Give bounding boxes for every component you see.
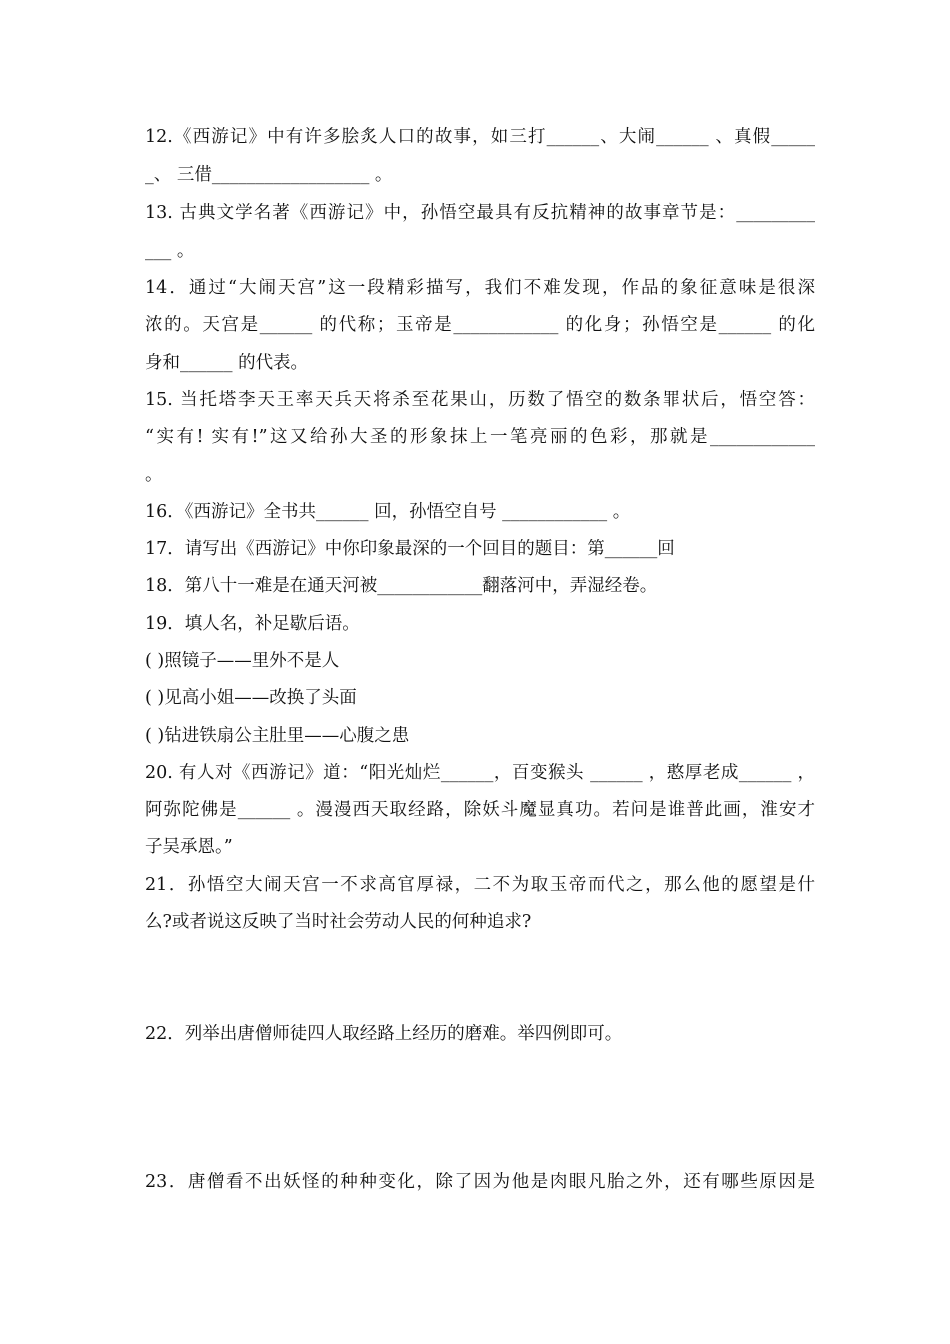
question-19: 19．填人名，补足歇后语。 <box>145 614 360 634</box>
question-12-line-1: 12.《西游记》中有许多脍炙人口的故事，如三打______、大闹______ 、真假_____ <box>145 127 815 147</box>
question-19-item-3: ( )钻进铁扇公主肚里——心腹之患 <box>145 726 410 746</box>
question-19-item-2: ( )见高小姐——改换了头面 <box>145 688 357 708</box>
question-12-line-2: _、 三借__________________ 。 <box>145 165 393 185</box>
question-14-line-3: 身和______ 的代表。 <box>145 353 309 373</box>
question-14-line-2: 浓的。天宫是______ 的代称；玉帝是____________ 的化身；孙悟空是______ 的化 <box>145 315 815 335</box>
question-17: 17．请写出《西游记》中你印象最深的一个回目的题目：第______回 <box>145 539 675 559</box>
question-22: 22．列举出唐僧师徒四人取经路上经历的磨难。举四例即可。 <box>145 1024 623 1044</box>
question-20-line-3: 子吴承恩。” <box>145 837 233 857</box>
question-15-line-3: 。 <box>145 465 163 485</box>
question-20-line-2: 阿弥陀佛是______ 。漫漫西天取经路，除妖斗魔显真功。若问是谁普此画，淮安才 <box>145 800 815 820</box>
question-13-line-2: ___ 。 <box>145 241 195 261</box>
question-13-line-1: 13. 古典文学名著《西游记》中，孙悟空最具有反抗精神的故事章节是：_________ <box>145 203 815 223</box>
question-15-line-1: 15. 当托塔李天王率天兵天将杀至花果山，历数了悟空的数条罪状后，悟空答： <box>145 390 815 410</box>
question-15-line-2: “实有! 实有!”这又给孙大圣的形象抹上一笔亮丽的色彩，那就是____________ <box>145 427 815 447</box>
question-16: 16．《西游记》全书共______ 回，孙悟空自号 ____________ 。 <box>145 502 631 522</box>
question-21-line-1: 21．孙悟空大闹天宫一不求高官厚禄，二不为取玉帝而代之，那么他的愿望是什 <box>145 875 815 895</box>
question-14-line-1: 14．通过“大闹天宫”这一段精彩描写，我们不难发现，作品的象征意味是很深 <box>145 278 815 298</box>
question-19-item-1: ( )照镜子——里外不是人 <box>145 651 340 671</box>
question-20-line-1: 20. 有人对《西游记》道：“阳光灿烂______，百变猴头 ______ ，憨厚老成______ ， <box>145 763 815 783</box>
question-23-line-1: 23．唐僧看不出妖怪的种种变化，除了因为他是肉眼凡胎之外，还有哪些原因是 <box>145 1172 815 1192</box>
question-18: 18．第八十一难是在通天河被____________翻落河中，弄湿经卷。 <box>145 576 658 596</box>
question-21-line-2: 么?或者说这反映了当时社会劳动人民的何种追求? <box>145 912 532 932</box>
